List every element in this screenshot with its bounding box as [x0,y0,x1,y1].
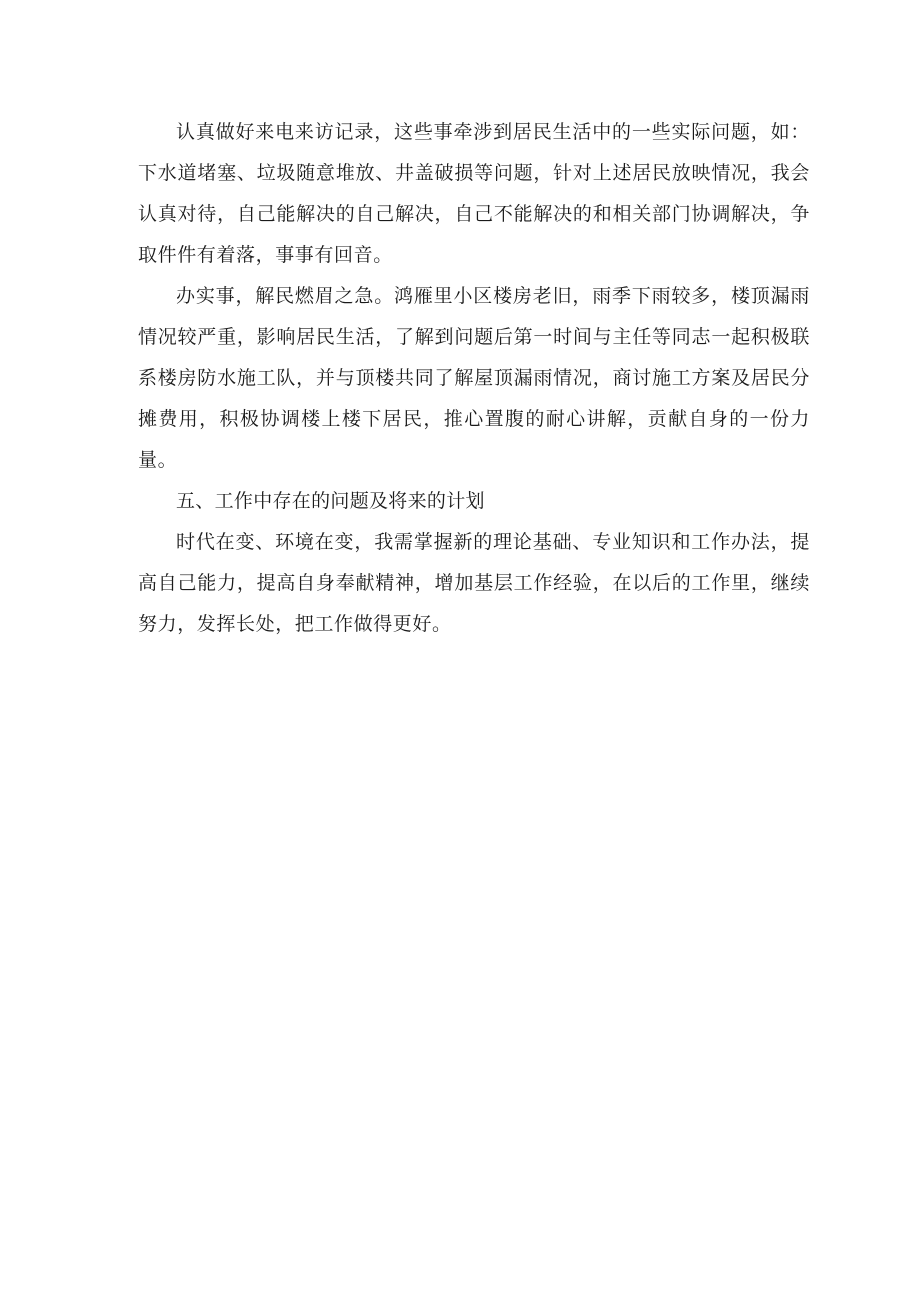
body-paragraph-plan: 时代在变、环境在变，我需掌握新的理论基础、专业知识和工作办法，提高自己能力，提高自身奉献精神，增加基层工作经验，在以后的工作里，继续努力，发挥长处，把工作做得更好。 [138,531,810,635]
body-paragraph-practical-work: 办实事，解民燃眉之急。鸿雁里小区楼房老旧，雨季下雨较多，楼顶漏雨情况较严重，影响居民生活，了解到问题后第一时间与主任等同志一起积极联系楼房防水施工队，并与顶楼共同了解屋顶漏雨情况，商讨施工方案及居民分摊费用，积极协调楼上楼下居民，推心置腹的耐心讲解，贡献自身的一份力量。 [138,285,810,471]
document-page [138,112,810,645]
section-heading: 五、工作中存在的问题及将来的计划 [176,490,485,512]
body-paragraph-records: 认真做好来电来访记录，这些事牵涉到居民生活中的一些实际问题，如：下水道堵塞、垃圾随意堆放、井盖破损等问题，针对上述居民放映情况，我会认真对待，自己能解决的自己解决，自己不能解决的和相关部门协调解决，争取件件有着落，事事有回音。 [138,121,810,266]
